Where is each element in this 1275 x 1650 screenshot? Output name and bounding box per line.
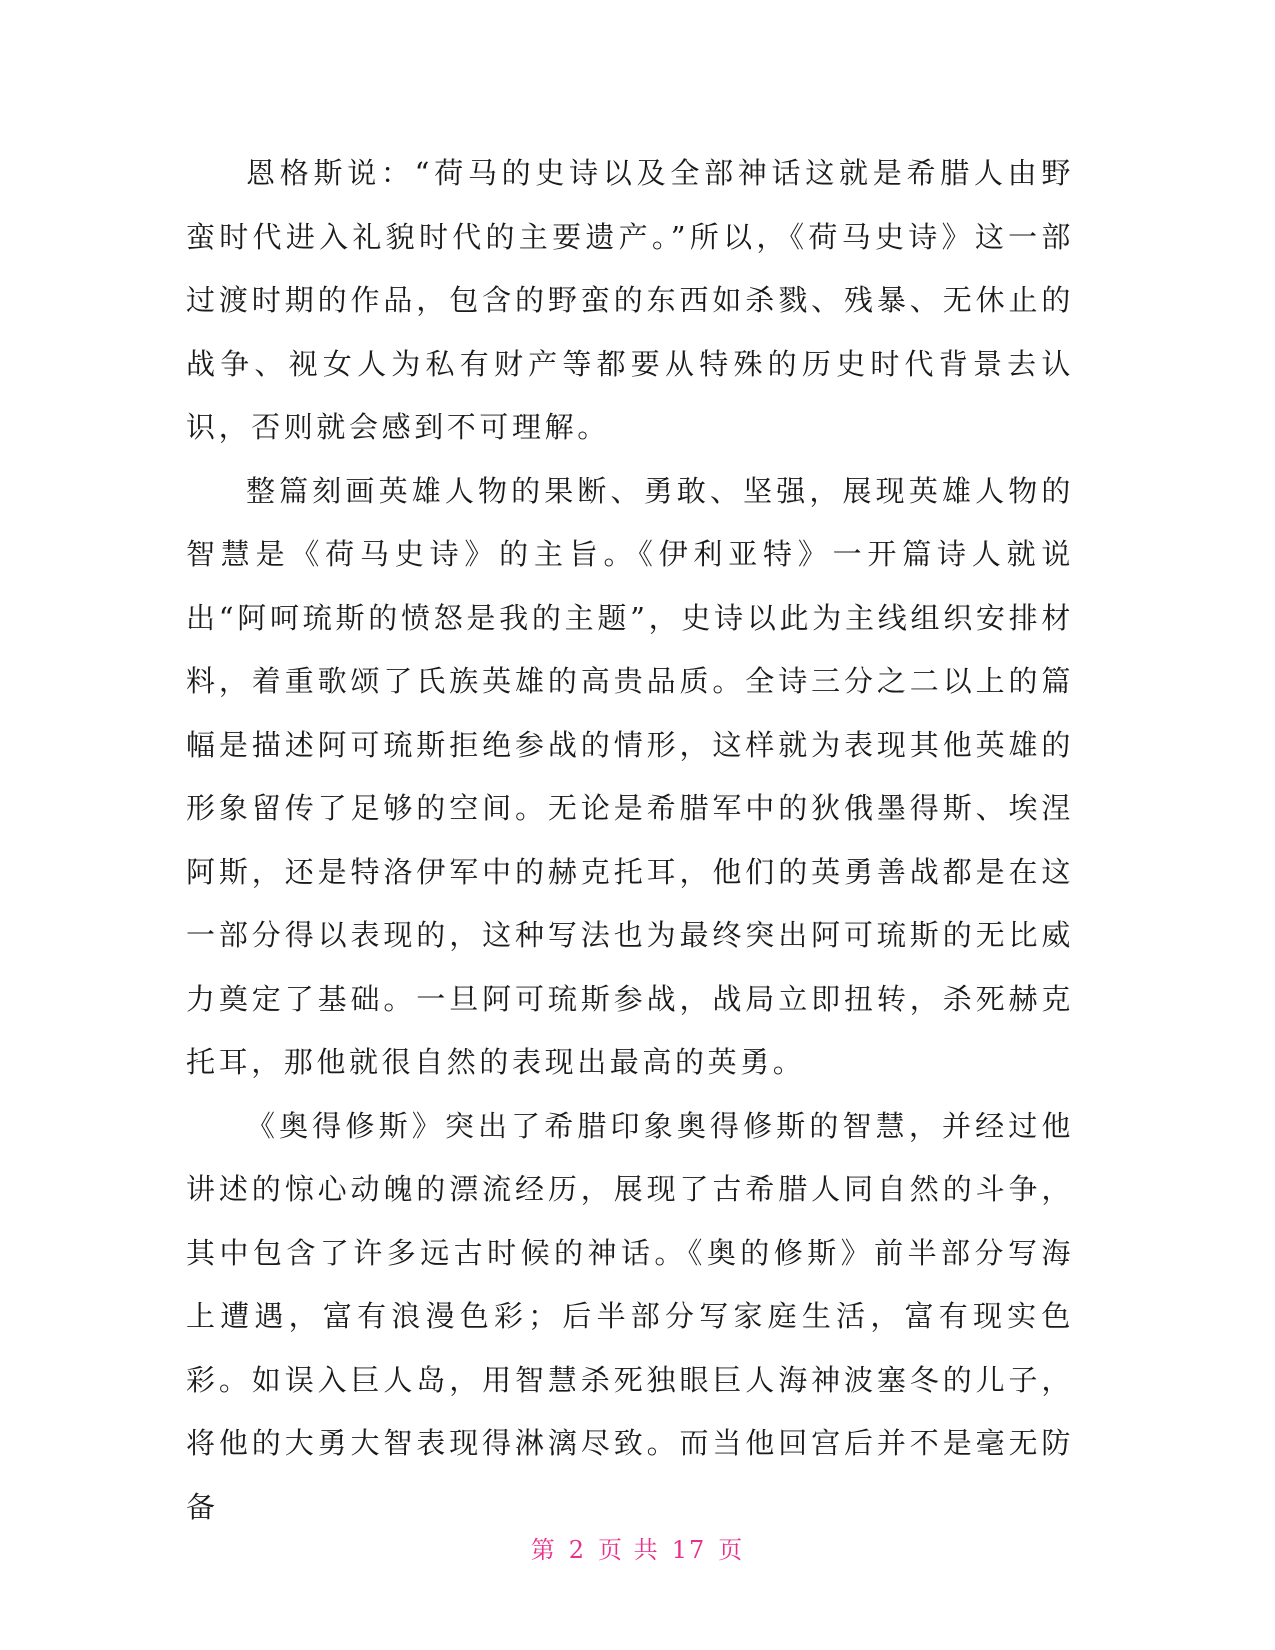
paragraph: 恩格斯说：“荷马的史诗以及全部神话这就是希腊人由野蛮时代进入礼貌时代的主要遗产。”所以，《荷马史诗》这一部过渡时期的作品，包含的野蛮的东西如杀戮、残暴、无休止的战争、视女人为私有财产等都要从特殊的历史时代背景去认识，否则就会感到不可理解。: [186, 156, 1074, 444]
total-pages-number: 17: [671, 1536, 707, 1564]
current-page-number: 2: [568, 1536, 587, 1564]
page-footer: [0, 1530, 1275, 1565]
paragraph: 《奥得修斯》突出了希腊印象奥得修斯的智慧，并经过他讲述的惊心动魄的漂流经历，展现了古希腊人同自然的斗争，其中包含了许多远古时候的神话。《奥的修斯》前半部分写海上遭遇，富有浪漫色彩；后半部分写家庭生活，富有现实色彩。如误入巨人岛，用智慧杀死独眼巨人海神波塞冬的儿子，将他的大勇大智表现得淋漓尽致。而当他回宫后并不是毫无防备: [186, 1108, 1074, 1524]
page-label-middle: 页 共: [598, 1536, 660, 1564]
paragraph: 整篇刻画英雄人物的果断、勇敢、坚强，展现英雄人物的智慧是《荷马史诗》的主旨。《伊利亚特》一开篇诗人就说出“阿呵琉斯的愤怒是我的主题”，史诗以此为主线组织安排材料，着重歌颂了氏族英雄的高贵品质。全诗三分之二以上的篇幅是描述阿可琉斯拒绝参战的情形，这样就为表现其他英雄的形象留传了足够的空间。无论是希腊军中的狄俄墨得斯、埃涅阿斯，还是特洛伊军中的赫克托耳，他们的英勇善战都是在这一部分得以表现的，这种写法也为最终突出阿可琉斯的无比威力奠定了基础。一旦阿可琉斯参战，战局立即扭转，杀死赫克托耳，那他就很自然的表现出最高的英勇。: [186, 473, 1074, 1079]
page-label-suffix: 页: [718, 1536, 745, 1564]
document-body: [186, 142, 1074, 1539]
page-label-prefix: 第: [530, 1536, 557, 1564]
